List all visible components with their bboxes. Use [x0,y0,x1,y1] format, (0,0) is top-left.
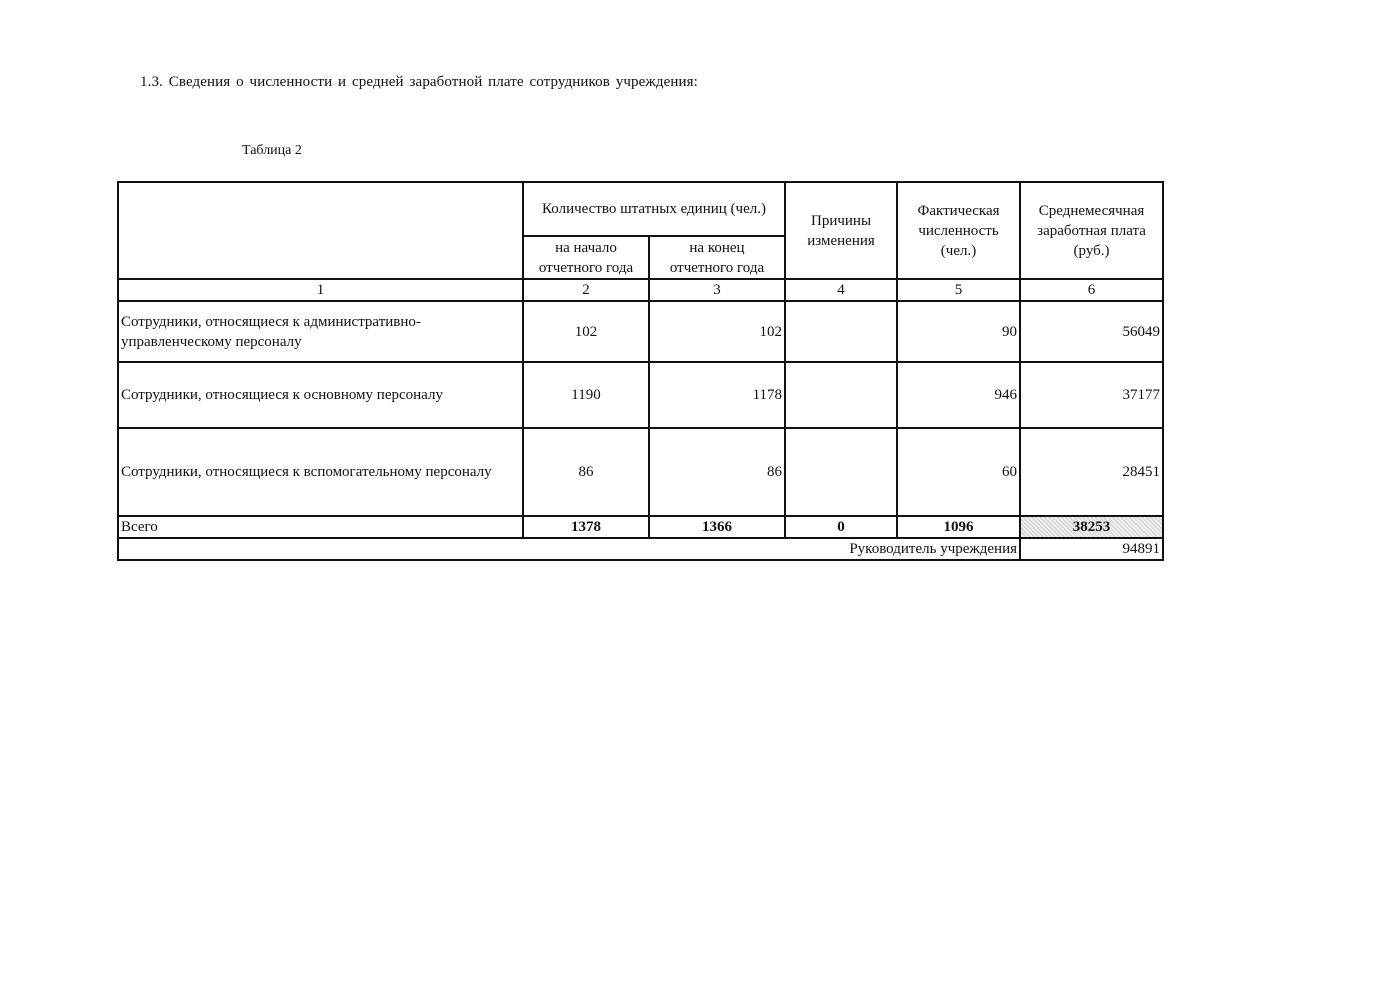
column-number-1: 1 [118,279,523,301]
header-end-of-year [649,236,785,279]
row-reason-value [785,428,897,516]
row-label: Сотрудники, относящиеся к вспомогательному персоналу [118,428,523,516]
header-reasons [785,182,897,279]
head-label: Руководитель учреждения [118,538,1020,560]
row-end-value: 102 [649,301,785,362]
header-avg-salary [1020,182,1163,279]
header-staff-units: Количество штатных единиц (чел.) [523,182,785,236]
table-row [118,301,1163,362]
header-avg-salary-text: Среднемесячная заработная плата (руб.) [1037,202,1146,259]
row-end-value: 1178 [649,362,785,428]
row-label: Сотрудники, относящиеся к основному персоналу [118,362,523,428]
total-label: Всего [118,516,523,538]
row-reason-value [785,362,897,428]
row-label: Сотрудники, относящиеся к административно-управленческому персоналу [118,301,523,362]
total-end-value: 1366 [649,516,785,538]
row-salary-value: 56049 [1020,301,1163,362]
total-reason-value: 0 [785,516,897,538]
row-actual-value: 90 [897,301,1020,362]
table-row [118,428,1163,516]
column-number-3: 3 [649,279,785,301]
column-number-5: 5 [897,279,1020,301]
header-end-of-year-text: на конец отчетного года [669,239,765,276]
header-start-of-year [523,236,649,279]
section-heading: 1.3. Сведения о численности и средней заработной плате сотрудников учреждения: [140,74,698,90]
head-salary-value: 94891 [1020,538,1163,560]
header-reasons-text: Причины изменения [807,212,875,249]
header-empty-cell [118,182,523,279]
total-actual-value: 1096 [897,516,1020,538]
row-end-value: 86 [649,428,785,516]
staff-salary-table [117,181,1164,561]
header-actual-count-text: Фактическая численность (чел.) [917,202,1000,259]
head-row [118,538,1163,560]
row-start-value: 86 [523,428,649,516]
total-salary-value: 38253 [1020,516,1163,538]
column-number-4: 4 [785,279,897,301]
table-row [118,362,1163,428]
row-reason-value [785,301,897,362]
column-number-row [118,279,1163,301]
column-number-6: 6 [1020,279,1163,301]
row-start-value: 1190 [523,362,649,428]
table-caption: Таблица 2 [242,143,302,158]
header-start-of-year-text: на начало отчетного года [538,239,634,276]
header-actual-count [897,182,1020,279]
total-row [118,516,1163,538]
header-row-top [118,182,1163,236]
row-salary-value: 37177 [1020,362,1163,428]
row-start-value: 102 [523,301,649,362]
row-actual-value: 60 [897,428,1020,516]
column-number-2: 2 [523,279,649,301]
total-start-value: 1378 [523,516,649,538]
row-salary-value: 28451 [1020,428,1163,516]
row-actual-value: 946 [897,362,1020,428]
